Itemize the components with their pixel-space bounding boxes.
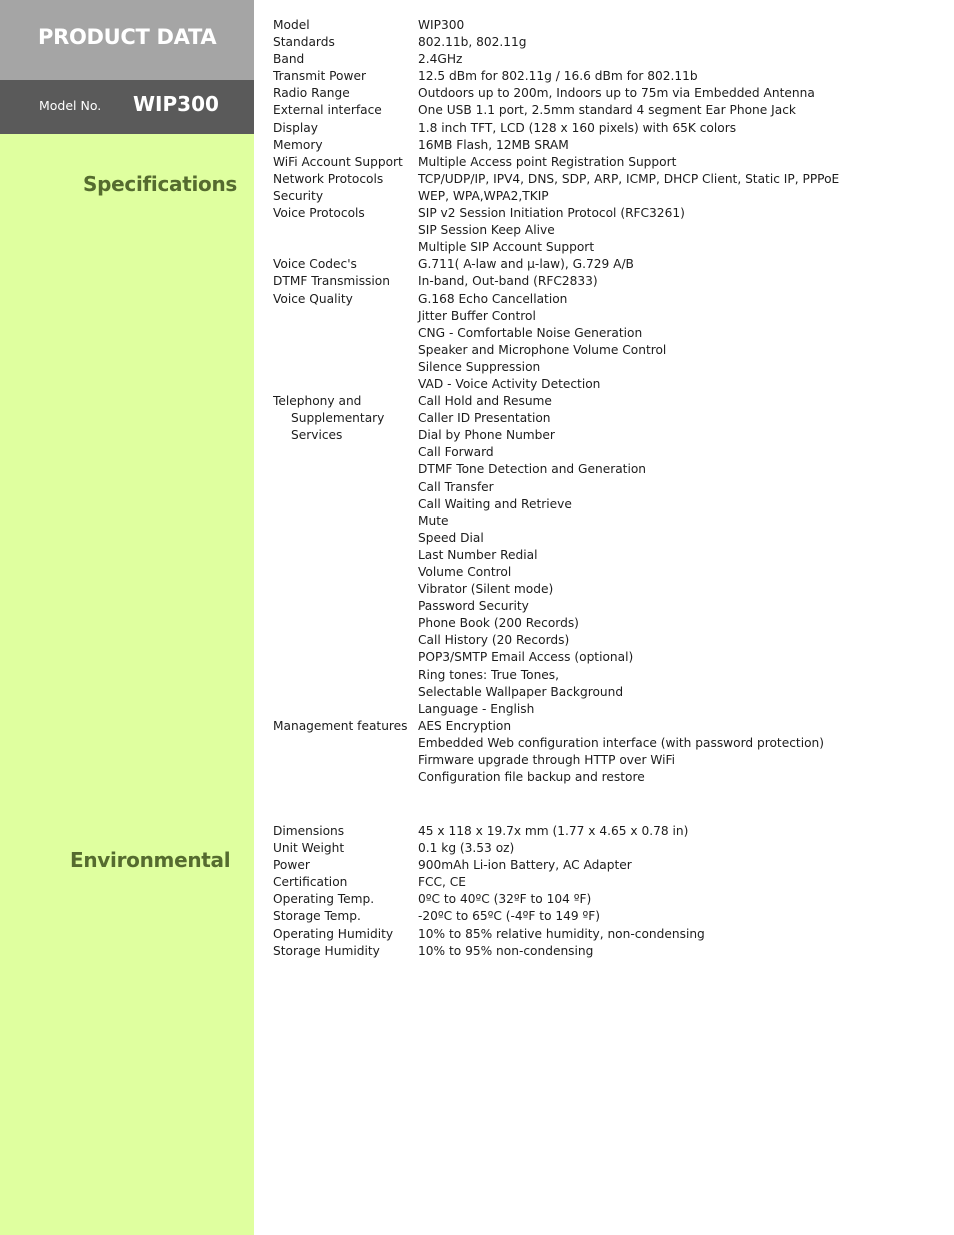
spec-value: Call Waiting and Retrieve	[418, 496, 572, 511]
spec-value: Speaker and Microphone Volume Control	[418, 342, 667, 357]
spec-row	[273, 256, 943, 273]
spec-label	[273, 701, 418, 718]
spec-value: WIP300	[418, 18, 465, 32]
spec-row	[273, 291, 943, 308]
spec-value: FCC, CE	[418, 875, 466, 890]
spec-row	[273, 51, 943, 68]
spec-label	[273, 496, 418, 513]
spec-value: 0ºC to 40ºC (32ºF to 104 ºF)	[418, 892, 592, 907]
spec-label: Display	[273, 120, 318, 135]
spec-label: Supplementary	[291, 411, 385, 426]
spec-value: Outdoors up to 200m, Indoors up to 75m via Embedded Antenna	[418, 86, 815, 101]
spec-row	[273, 891, 943, 908]
spec-value: DTMF Tone Detection and Generation	[418, 462, 647, 477]
spec-value: Caller ID Presentation	[418, 411, 551, 426]
spec-label	[273, 735, 418, 752]
spec-label	[273, 222, 418, 239]
spec-row	[273, 68, 943, 85]
spec-value: In-band, Out-band (RFC2833)	[418, 274, 598, 289]
spec-label	[273, 684, 418, 701]
spec-label	[273, 581, 418, 598]
spec-value: Multiple Access point Registration Support	[418, 154, 677, 169]
spec-row	[273, 581, 943, 598]
spec-label: Dimensions	[273, 824, 345, 838]
spec-value: Call Hold and Resume	[418, 394, 552, 409]
spec-label: Storage Humidity	[273, 943, 380, 958]
spec-row	[273, 205, 943, 222]
spec-row	[273, 325, 943, 342]
environmental-table	[273, 823, 943, 960]
spec-label: Unit Weight	[273, 841, 345, 856]
spec-row	[273, 188, 943, 205]
spec-value: G.168 Echo Cancellation	[418, 291, 568, 306]
spec-label: Standards	[273, 35, 335, 50]
spec-row	[273, 461, 943, 478]
spec-label	[273, 239, 418, 256]
spec-row	[273, 479, 943, 496]
spec-row	[273, 752, 943, 769]
spec-label	[273, 342, 418, 359]
spec-label: External interface	[273, 103, 382, 118]
spec-row	[273, 102, 943, 119]
spec-label: Memory	[273, 137, 323, 152]
spec-row	[273, 874, 943, 891]
spec-value: -20ºC to 65ºC (-4ºF to 149 ºF)	[418, 909, 601, 924]
spec-label: Operating Temp.	[273, 892, 375, 907]
spec-value: Firmware upgrade through HTTP over WiFi	[418, 753, 676, 768]
spec-value: G.711( A-law and μ-law), G.729 A/B	[418, 257, 634, 272]
spec-label	[273, 376, 418, 393]
spec-value: Vibrator (Silent mode)	[418, 582, 554, 597]
spec-label	[273, 564, 418, 581]
spec-value: VAD - Voice Activity Detection	[418, 376, 601, 391]
spec-label: Security	[273, 188, 324, 203]
spec-value: 45 x 118 x 19.7x mm (1.77 x 4.65 x 0.78 in)	[418, 824, 689, 838]
spec-row	[273, 239, 943, 256]
spec-value: 802.11b, 802.11g	[418, 35, 527, 50]
spec-label	[273, 632, 418, 649]
spec-row	[273, 17, 943, 34]
spec-row	[273, 943, 943, 960]
spec-value: Mute	[418, 513, 449, 528]
spec-row	[273, 857, 943, 874]
spec-value: Volume Control	[418, 565, 512, 579]
model-banner	[0, 80, 254, 134]
spec-label: Telephony and	[273, 394, 362, 409]
spec-row	[273, 649, 943, 666]
spec-row	[273, 34, 943, 51]
environmental-heading: Environmental	[70, 848, 231, 872]
spec-value: One USB 1.1 port, 2.5mm standard 4 segment Ear Phone Jack	[418, 103, 796, 118]
spec-label	[273, 769, 418, 786]
spec-value: Ring tones: True Tones,	[418, 667, 560, 682]
spec-row	[273, 564, 943, 581]
spec-value: 10% to 95% non-condensing	[418, 943, 594, 958]
spec-row	[273, 926, 943, 943]
spec-label	[273, 479, 418, 496]
spec-row	[273, 308, 943, 325]
spec-label	[273, 547, 418, 564]
spec-row	[273, 120, 943, 137]
spec-row	[273, 427, 943, 444]
spec-value: 2.4GHz	[418, 52, 463, 67]
spec-label: Storage Temp.	[273, 909, 361, 924]
spec-row	[273, 547, 943, 564]
spec-value: POP3/SMTP Email Access (optional)	[418, 650, 634, 665]
spec-value: 16MB Flash, 12MB SRAM	[418, 137, 569, 152]
spec-label	[273, 513, 418, 530]
spec-value: 900mAh Li-ion Battery, AC Adapter	[418, 858, 632, 873]
spec-row	[273, 667, 943, 684]
spec-value: Jitter Buffer Control	[418, 308, 536, 323]
spec-label: Transmit Power	[273, 69, 366, 84]
spec-row	[273, 632, 943, 649]
spec-row	[273, 735, 943, 752]
spec-value: Language - English	[418, 701, 535, 716]
spec-label	[273, 359, 418, 376]
spec-value: Call Forward	[418, 445, 494, 460]
spec-value: Password Security	[418, 599, 529, 614]
spec-row	[273, 393, 943, 410]
spec-value: Last Number Redial	[418, 547, 538, 562]
spec-label	[273, 667, 418, 684]
sidebar	[0, 0, 254, 1235]
spec-row	[273, 171, 943, 188]
spec-row	[273, 496, 943, 513]
spec-label: WiFi Account Support	[273, 154, 403, 169]
spec-value: SIP Session Keep Alive	[418, 223, 555, 238]
spec-label	[273, 530, 418, 547]
spec-value: Dial by Phone Number	[418, 428, 555, 443]
spec-label: Model	[273, 18, 310, 32]
model-value: WIP300	[133, 92, 219, 116]
spec-row	[273, 684, 943, 701]
spec-value: Multiple SIP Account Support	[418, 240, 595, 255]
spec-row	[273, 154, 943, 171]
spec-label	[273, 325, 418, 342]
spec-value: SIP v2 Session Initiation Protocol (RFC3261)	[418, 206, 685, 221]
spec-value: 0.1 kg (3.53 oz)	[418, 841, 515, 856]
spec-value: AES Encryption	[418, 718, 512, 733]
spec-label: Operating Humidity	[273, 926, 394, 941]
spec-row	[273, 137, 943, 154]
spec-value: Call History (20 Records)	[418, 633, 570, 648]
spec-label: Voice Quality	[273, 291, 353, 306]
spec-value: Selectable Wallpaper Background	[418, 684, 624, 699]
spec-row	[273, 530, 943, 547]
spec-row	[273, 701, 943, 718]
spec-label: Services	[291, 428, 343, 443]
spec-label	[273, 598, 418, 615]
spec-value: WEP, WPA,WPA2,TKIP	[418, 188, 549, 203]
spec-label	[273, 752, 418, 769]
spec-row	[273, 615, 943, 632]
spec-value: TCP/UDP/IP, IPV4, DNS, SDP, ARP, ICMP, DHCP Client, Static IP, PPPoE	[418, 171, 840, 186]
spec-label: DTMF Transmission	[273, 274, 390, 289]
spec-row	[273, 840, 943, 857]
spec-value: 12.5 dBm for 802.11g / 16.6 dBm for 802.11b	[418, 69, 698, 84]
spec-value: Phone Book (200 Records)	[418, 616, 579, 631]
spec-row	[273, 598, 943, 615]
spec-row	[273, 222, 943, 239]
spec-label	[273, 615, 418, 632]
page-title: PRODUCT DATA	[38, 25, 217, 49]
spec-label: Power	[273, 858, 310, 873]
spec-row	[273, 273, 943, 290]
spec-row	[273, 342, 943, 359]
spec-row	[273, 359, 943, 376]
spec-value: 1.8 inch TFT, LCD (128 x 160 pixels) with 65K colors	[418, 120, 737, 135]
spec-row	[273, 718, 943, 735]
spec-row	[273, 410, 943, 427]
spec-row	[273, 85, 943, 102]
spec-label: Radio Range	[273, 86, 350, 101]
spec-label	[273, 461, 418, 478]
spec-label	[273, 649, 418, 666]
spec-row	[273, 769, 943, 786]
spec-value: Configuration file backup and restore	[418, 770, 645, 785]
spec-label: Band	[273, 52, 305, 67]
spec-value: 10% to 85% relative humidity, non-condensing	[418, 926, 705, 941]
spec-label	[273, 308, 418, 325]
spec-value: Embedded Web configuration interface (with password protection)	[418, 735, 825, 750]
spec-label: Voice Protocols	[273, 206, 365, 221]
spec-row	[273, 513, 943, 530]
spec-value: Call Transfer	[418, 479, 494, 494]
spec-row	[273, 823, 943, 840]
specifications-heading: Specifications	[83, 172, 238, 196]
spec-row	[273, 908, 943, 925]
spec-label	[273, 444, 418, 461]
spec-value: Silence Suppression	[418, 359, 541, 374]
spec-row	[273, 376, 943, 393]
spec-label: Certification	[273, 875, 348, 890]
spec-label: Network Protocols	[273, 171, 384, 186]
spec-label: Management features	[273, 718, 408, 733]
spec-value: Speed Dial	[418, 530, 484, 545]
model-label: Model No.	[39, 98, 102, 113]
spec-label: Voice Codec's	[273, 257, 357, 272]
header-banner	[0, 0, 254, 80]
specifications-table	[273, 17, 943, 786]
spec-value: CNG - Comfortable Noise Generation	[418, 325, 643, 340]
spec-row	[273, 444, 943, 461]
